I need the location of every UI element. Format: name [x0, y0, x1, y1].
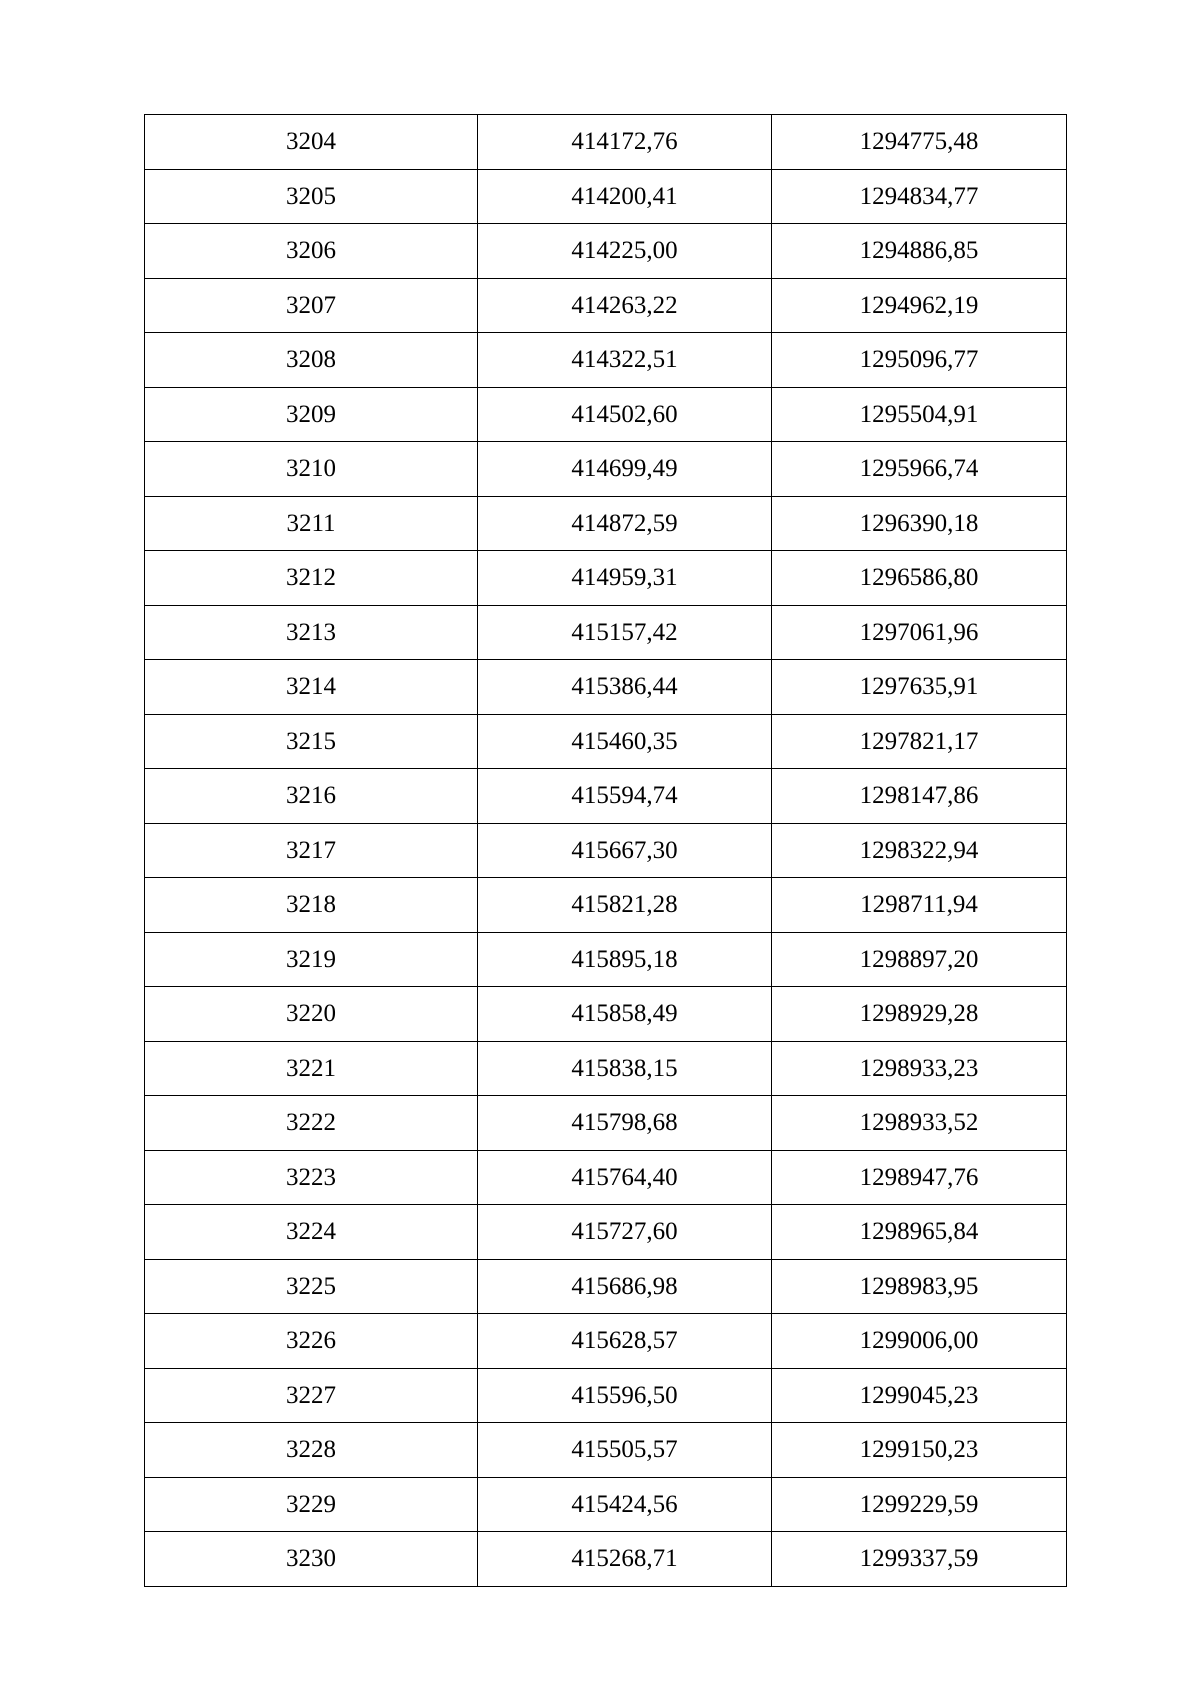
y-coordinate-cell: 1297061,96: [772, 605, 1067, 660]
point-number-cell: 3218: [145, 878, 478, 933]
point-number-cell: 3220: [145, 987, 478, 1042]
x-coordinate-cell: 415386,44: [478, 660, 772, 715]
table-row: [145, 987, 1067, 1042]
x-coordinate-cell: 414959,31: [478, 551, 772, 606]
x-coordinate-cell: 414322,51: [478, 333, 772, 388]
y-coordinate-cell: 1298322,94: [772, 823, 1067, 878]
y-coordinate-cell: 1295966,74: [772, 442, 1067, 497]
y-coordinate-cell: 1295504,91: [772, 387, 1067, 442]
point-number-cell: 3230: [145, 1532, 478, 1587]
y-coordinate-cell: 1299045,23: [772, 1368, 1067, 1423]
y-coordinate-cell: 1294834,77: [772, 169, 1067, 224]
table-row: [145, 1314, 1067, 1369]
point-number-cell: 3216: [145, 769, 478, 824]
table-row: [145, 224, 1067, 279]
coordinates-table: [144, 114, 1067, 1587]
table-row: [145, 387, 1067, 442]
point-number-cell: 3204: [145, 115, 478, 170]
point-number-cell: 3217: [145, 823, 478, 878]
x-coordinate-cell: 415821,28: [478, 878, 772, 933]
point-number-cell: 3223: [145, 1150, 478, 1205]
point-number-cell: 3224: [145, 1205, 478, 1260]
table-row: [145, 115, 1067, 170]
table-row: [145, 660, 1067, 715]
coordinates-table-body: [145, 115, 1067, 1587]
point-number-cell: 3222: [145, 1096, 478, 1151]
x-coordinate-cell: 415895,18: [478, 932, 772, 987]
y-coordinate-cell: 1298711,94: [772, 878, 1067, 933]
x-coordinate-cell: 414502,60: [478, 387, 772, 442]
y-coordinate-cell: 1298965,84: [772, 1205, 1067, 1260]
point-number-cell: 3214: [145, 660, 478, 715]
point-number-cell: 3209: [145, 387, 478, 442]
table-row: [145, 878, 1067, 933]
x-coordinate-cell: 414699,49: [478, 442, 772, 497]
point-number-cell: 3211: [145, 496, 478, 551]
x-coordinate-cell: 415628,57: [478, 1314, 772, 1369]
y-coordinate-cell: 1294886,85: [772, 224, 1067, 279]
x-coordinate-cell: 415268,71: [478, 1532, 772, 1587]
point-number-cell: 3206: [145, 224, 478, 279]
table-row: [145, 169, 1067, 224]
y-coordinate-cell: 1296390,18: [772, 496, 1067, 551]
table-row: [145, 442, 1067, 497]
point-number-cell: 3208: [145, 333, 478, 388]
point-number-cell: 3212: [145, 551, 478, 606]
x-coordinate-cell: 415596,50: [478, 1368, 772, 1423]
y-coordinate-cell: 1299006,00: [772, 1314, 1067, 1369]
point-number-cell: 3207: [145, 278, 478, 333]
table-row: [145, 714, 1067, 769]
x-coordinate-cell: 415424,56: [478, 1477, 772, 1532]
table-row: [145, 1532, 1067, 1587]
x-coordinate-cell: 415667,30: [478, 823, 772, 878]
table-row: [145, 1150, 1067, 1205]
point-number-cell: 3205: [145, 169, 478, 224]
y-coordinate-cell: 1298897,20: [772, 932, 1067, 987]
x-coordinate-cell: 415157,42: [478, 605, 772, 660]
table-row: [145, 333, 1067, 388]
x-coordinate-cell: 414200,41: [478, 169, 772, 224]
y-coordinate-cell: 1297821,17: [772, 714, 1067, 769]
x-coordinate-cell: 414225,00: [478, 224, 772, 279]
point-number-cell: 3213: [145, 605, 478, 660]
x-coordinate-cell: 415858,49: [478, 987, 772, 1042]
point-number-cell: 3226: [145, 1314, 478, 1369]
y-coordinate-cell: 1294775,48: [772, 115, 1067, 170]
x-coordinate-cell: 414872,59: [478, 496, 772, 551]
y-coordinate-cell: 1296586,80: [772, 551, 1067, 606]
y-coordinate-cell: 1299229,59: [772, 1477, 1067, 1532]
point-number-cell: 3229: [145, 1477, 478, 1532]
table-row: [145, 605, 1067, 660]
x-coordinate-cell: 415594,74: [478, 769, 772, 824]
table-row: [145, 551, 1067, 606]
table-row: [145, 1423, 1067, 1478]
x-coordinate-cell: 415764,40: [478, 1150, 772, 1205]
table-row: [145, 1041, 1067, 1096]
point-number-cell: 3225: [145, 1259, 478, 1314]
x-coordinate-cell: 415727,60: [478, 1205, 772, 1260]
y-coordinate-cell: 1298947,76: [772, 1150, 1067, 1205]
table-row: [145, 823, 1067, 878]
x-coordinate-cell: 415838,15: [478, 1041, 772, 1096]
table-row: [145, 932, 1067, 987]
y-coordinate-cell: 1299337,59: [772, 1532, 1067, 1587]
y-coordinate-cell: 1298933,23: [772, 1041, 1067, 1096]
x-coordinate-cell: 414172,76: [478, 115, 772, 170]
table-row: [145, 1259, 1067, 1314]
table-row: [145, 1205, 1067, 1260]
y-coordinate-cell: 1298983,95: [772, 1259, 1067, 1314]
y-coordinate-cell: 1294962,19: [772, 278, 1067, 333]
x-coordinate-cell: 415686,98: [478, 1259, 772, 1314]
point-number-cell: 3215: [145, 714, 478, 769]
y-coordinate-cell: 1298147,86: [772, 769, 1067, 824]
point-number-cell: 3219: [145, 932, 478, 987]
table-row: [145, 496, 1067, 551]
point-number-cell: 3227: [145, 1368, 478, 1423]
point-number-cell: 3221: [145, 1041, 478, 1096]
y-coordinate-cell: 1295096,77: [772, 333, 1067, 388]
x-coordinate-cell: 415460,35: [478, 714, 772, 769]
table-row: [145, 1096, 1067, 1151]
table-row: [145, 278, 1067, 333]
y-coordinate-cell: 1298929,28: [772, 987, 1067, 1042]
table-row: [145, 1477, 1067, 1532]
y-coordinate-cell: 1298933,52: [772, 1096, 1067, 1151]
point-number-cell: 3210: [145, 442, 478, 497]
table-row: [145, 769, 1067, 824]
table-row: [145, 1368, 1067, 1423]
x-coordinate-cell: 415505,57: [478, 1423, 772, 1478]
point-number-cell: 3228: [145, 1423, 478, 1478]
y-coordinate-cell: 1297635,91: [772, 660, 1067, 715]
y-coordinate-cell: 1299150,23: [772, 1423, 1067, 1478]
x-coordinate-cell: 414263,22: [478, 278, 772, 333]
x-coordinate-cell: 415798,68: [478, 1096, 772, 1151]
